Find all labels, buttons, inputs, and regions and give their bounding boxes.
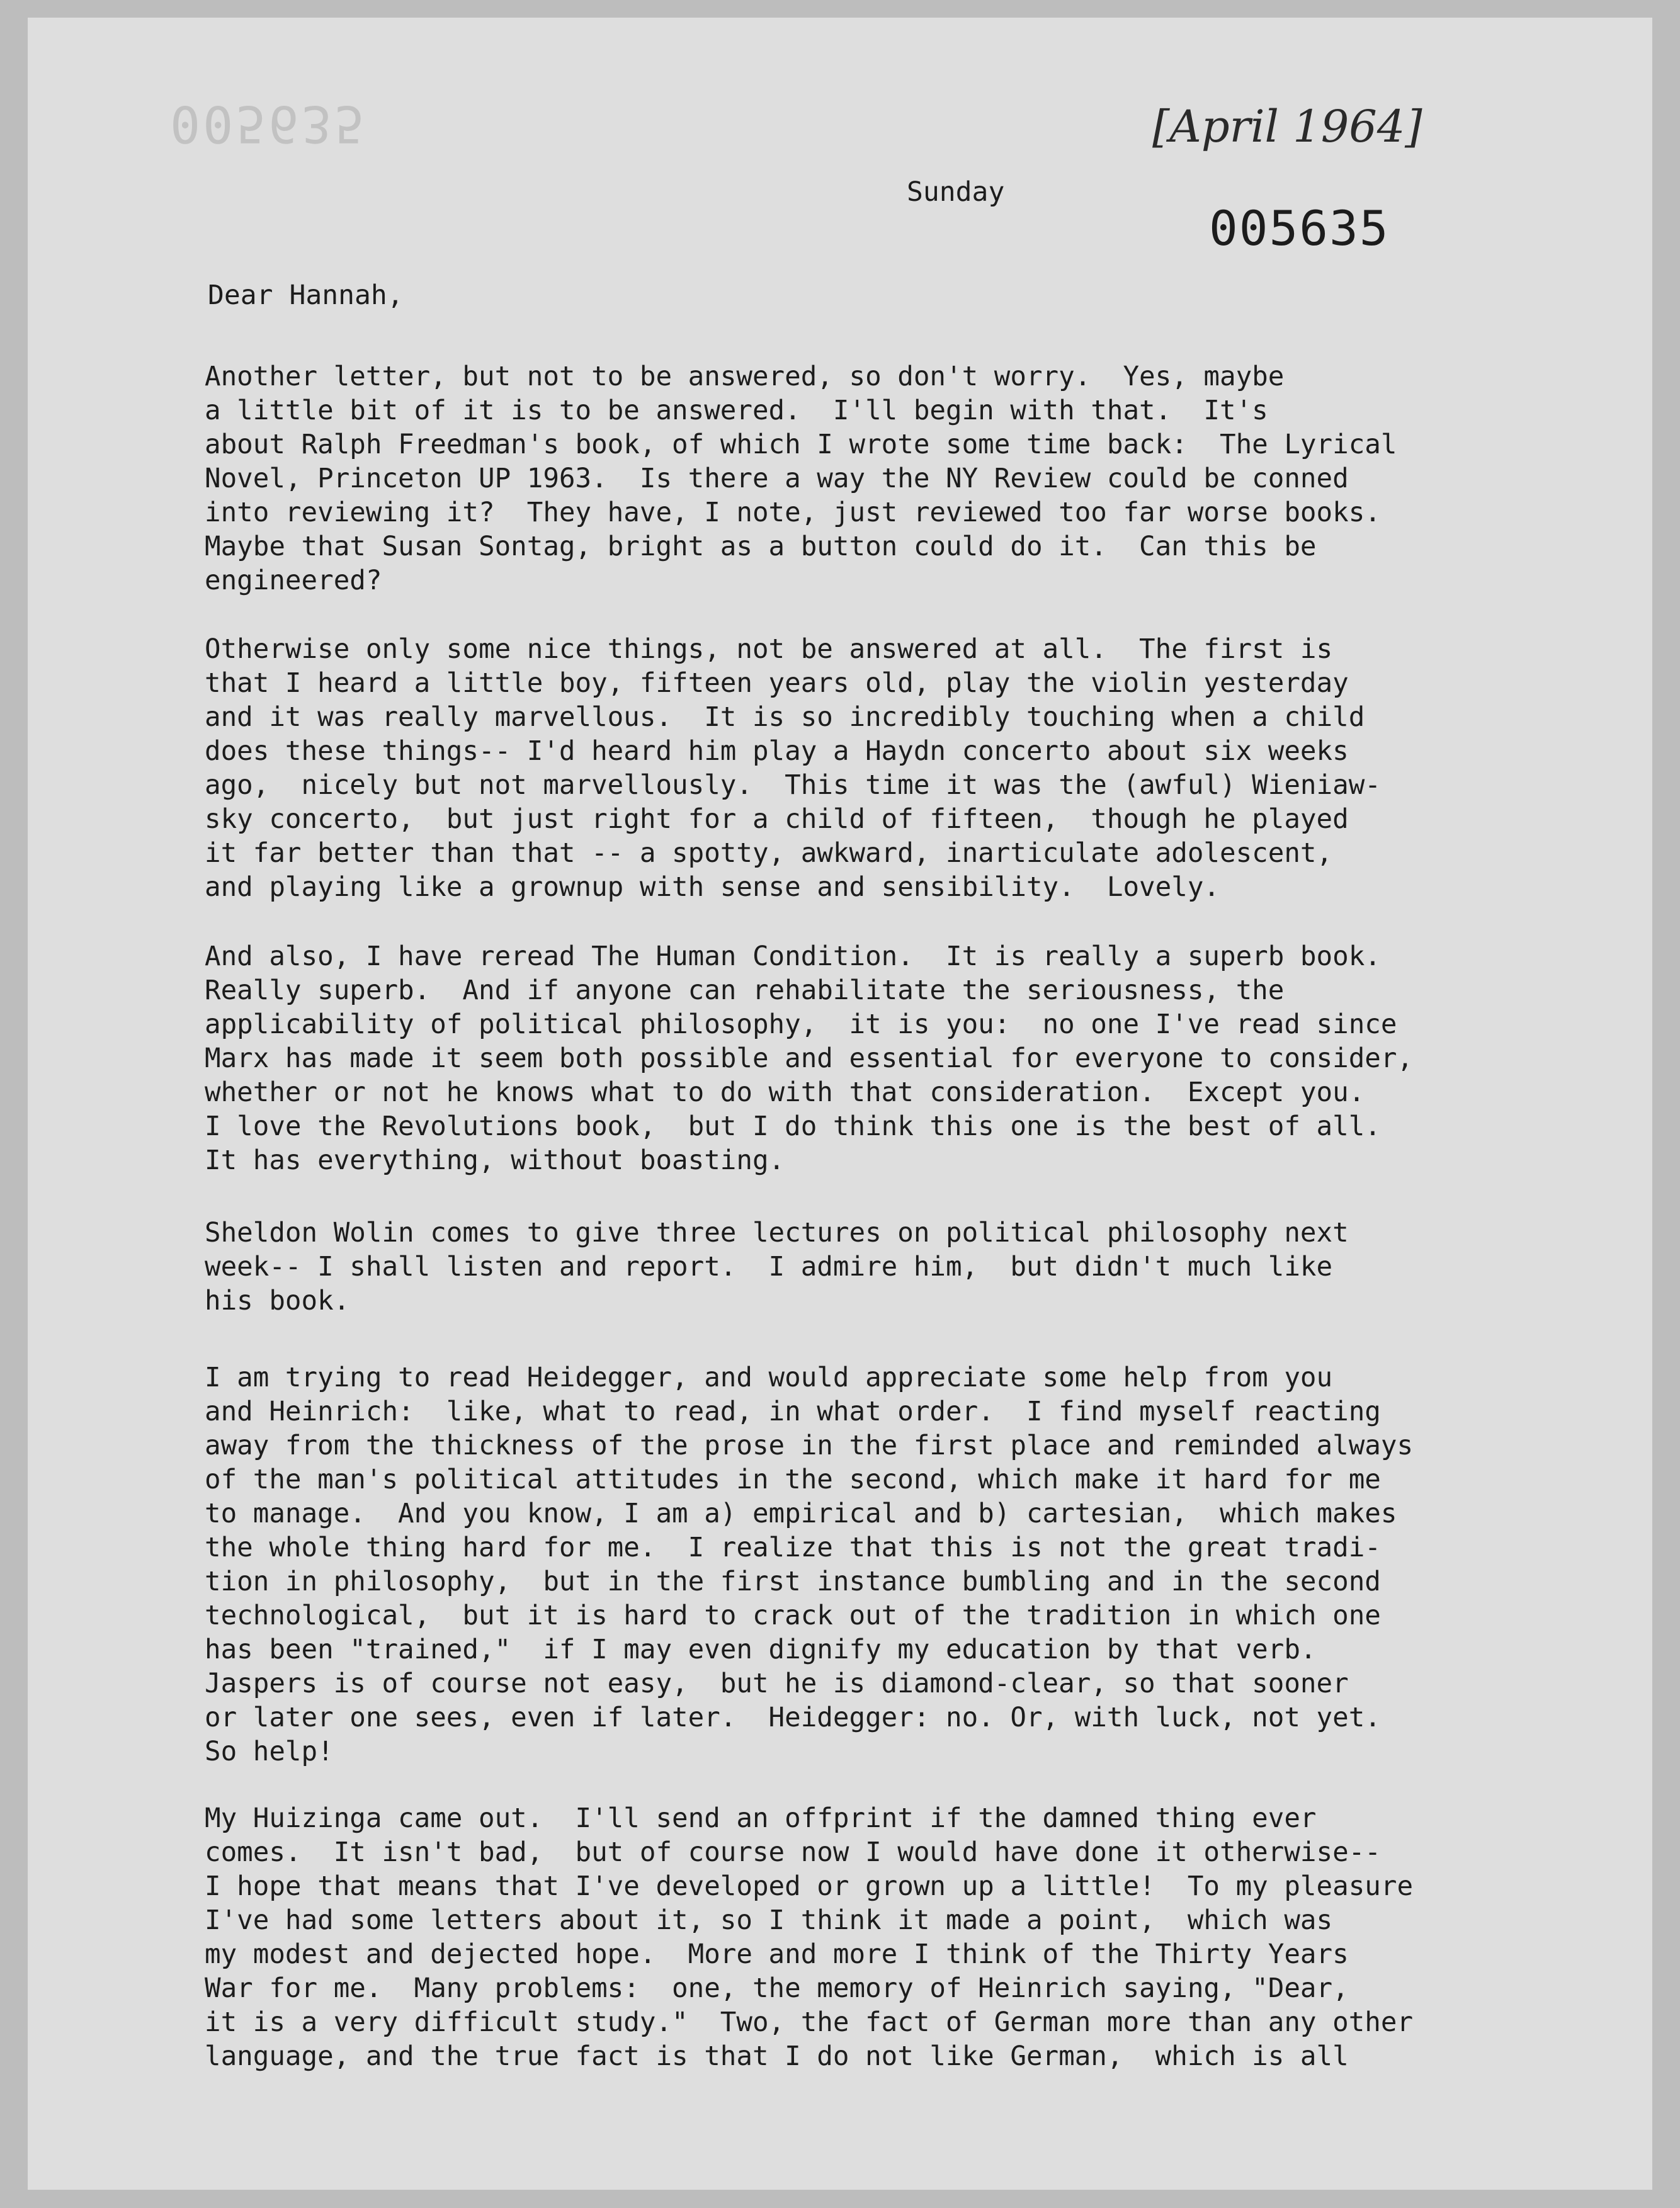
mirrored-stamp: 005635 [170,94,367,153]
document-number: 005635 [1209,200,1390,256]
paragraph-2: Otherwise only some nice things, not be answered at all. The first is that I heard a little boy, fifteen years old, play the violin yesterday and it was really marvellous. It is so incredibly touching when a child does these things-- I'd heard him play a Haydn concerto about six weeks ago, nicely but not marvellously. This time it was the (awful) Wieniaw- sky concerto, but just right for a child of fifteen, though he played it far better than that -- a spotty, awkward, inarticulate adolescent, and playing like a grownup with sense and sensibility. Lovely. [205,634,1381,903]
letter-day: Sunday [907,176,1005,208]
paragraph-5: I am trying to read Heidegger, and would appreciate some help from you and Heinrich: like, what to read, in what order. I find myself reacting away from the thickness of the prose in the first place and reminded always of the man's political attitudes in the second, which make it hard for me to manage. And you know, I am a) empirical and b) cartesian, which makes the whole thing hard for me. I realize that this is not the great tradi- tion in philosophy, but in the first instance bumbling and in the second technological, but it is hard to crack out of the tradition in which one has been "trained," if I may even dignify my education by that verb. Jaspers is of course not easy, but he is diamond-clear, so that sooner or later one sees, even if later. Heidegger: no. Or, with luck, not yet. So help! [205,1362,1414,1767]
paragraph-6: My Huizinga came out. I'll send an offprint if the damned thing ever comes. It isn't bad, but of course now I would have done it otherwise-- I hope that means that I've developed or grown up a little! To my pleasure I've had some letters about it, so I think it made a point, which was my modest and dejected hope. More and more I think of the Thirty Years War for me. Many problems: one, the memory of Heinrich saying, "Dear, it is a very difficult study." Two, the fact of German more than any other language, and the true fact is that I do not like German, which is all [205,1803,1414,2072]
paragraph-4: Sheldon Wolin comes to give three lectures on political philosophy next week-- I shall listen and report. I admire him, but didn't much like his book. [205,1218,1349,1316]
paragraph-3: And also, I have reread The Human Condition. It is really a superb book. Really superb. And if anyone can rehabilitate the seriousness, the applicability of political philosophy, it is you: no one I've read since Marx has made it seem both possible and essential for everyone to consider, whether or not he knows what to do with that consideration. Except you. I love the Revolutions book, but I do think this one is the best of all. It has everything, without boasting. [205,941,1414,1176]
greeting: Dear Hannah, [208,280,404,311]
paragraph-1: Another letter, but not to be answered, so don't worry. Yes, maybe a little bit of it is to be answered. I'll begin with that. It's about Ralph Freedman's book, of which I wrote some time back: The Lyrical Novel, Princeton UP 1963. Is there a way the NY Review could be conned into reviewing it? They have, I note, just reviewed too far worse books. Maybe that Susan Sontag, bright as a button could do it. Can this be engineered? [205,361,1397,596]
handwritten-date: [April 1964] [1152,101,1422,152]
